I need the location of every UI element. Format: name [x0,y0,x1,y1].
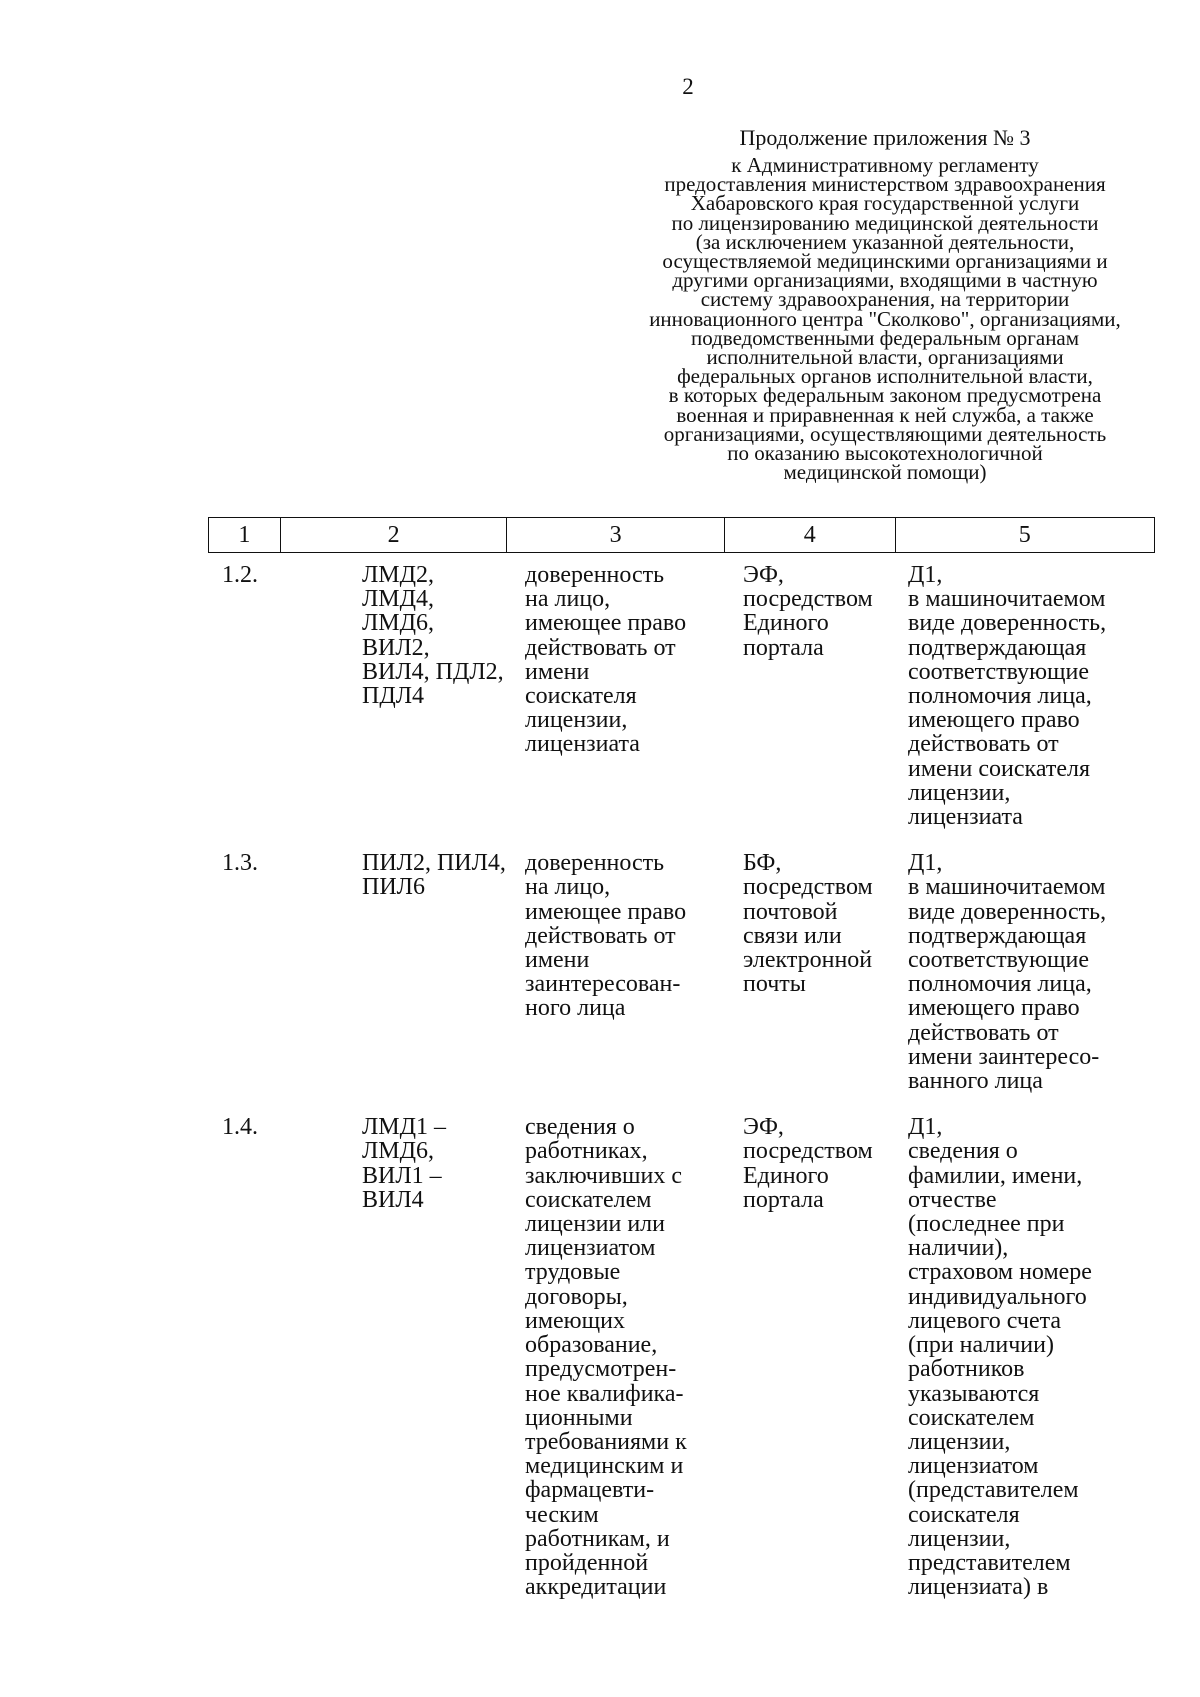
submission-form: ЭФ, посредством Единого портала [743,562,873,661]
document-notes: Д1, в машиночитаемом виде доверенность, подтверждающая соответствующие полномочия лица, имеющего право действовать от имени соискателя лицензии, лицензиата [908,562,1107,831]
document-name: доверенность на лицо, имеющее право действовать от имени соискателя лицензии, лицензиата [525,562,687,758]
table-body [208,563,1155,1599]
document-notes: Д1, в машиночитаемом виде доверенность, подтверждающая соответствующие полномочия лица, имеющего право действовать от имени заинтересо- ванного лица [908,850,1107,1095]
submission-form: ЭФ, посредством Единого портала [743,1114,873,1213]
column-number-1: 1 [209,518,281,552]
row-number: 1.4. [222,1114,258,1141]
column-number-3: 3 [507,518,725,552]
license-codes: ЛМД1 – ЛМД6, ВИЛ1 – ВИЛ4 [362,1114,446,1213]
column-number-4: 4 [725,518,896,552]
table-column-header [208,517,1155,553]
document-name: сведения о работниках, заключивших с соискателем лицензии или лицензиатом трудовые договоры, имеющих образование, предусмотрен- ное квалифика- ционными требованиями к медицинским и фармацевти- ческим работникам, и пройденной аккредитации [525,1114,687,1601]
page-number: 2 [682,74,694,99]
table-row [208,1115,1155,1599]
column-number-5: 5 [1018,521,1031,548]
column-number-2: 2 [281,518,508,552]
license-codes: ПИЛ2, ПИЛ4, ПИЛ6 [362,850,506,901]
annex-title: Продолжение приложения № 3 [739,125,1031,150]
submission-form: БФ, посредством почтовой связи или электронной почты [743,850,873,998]
row-number: 1.3. [222,850,258,877]
document-notes: Д1, сведения о фамилии, имени, отчестве (последнее при наличии), страховом номере индивидуального лицевого счета (при наличии) работников указываются соискателем лицензии, лицензиатом (представителем соискателя лицензии, представителем лицензиата) в [908,1114,1092,1601]
license-codes: ЛМД2, ЛМД4, ЛМД6, ВИЛ2, ВИЛ4, ПДЛ2, ПДЛ4 [362,562,504,710]
annex-caption: к Административному регламенту предоставления министерством здравоохранения Хабаровского края государственной услуги по лицензированию медицинской деятельности (за исключением указанной деятельности, осуществляемой медицинскими организациями и другими организациями, входящими в частную систему здравоохранения, на территории инновационного центра "Сколково", организациями, подведомственными федеральным органам исполнительной власти, организациями федеральных органов исполнительной власти, в которых федеральным законом предусмотрена военная и приравненная к ней служба, а также организациями, осуществляющими деятельность по оказанию высокотехнологичной медицинской помощи) [649,153,1121,485]
row-number: 1.2. [222,562,258,588]
table-row [208,563,1155,829]
table-row [208,851,1155,1093]
document-name: доверенность на лицо, имеющее право действовать от имени заинтересован- ного лица [525,850,687,1022]
